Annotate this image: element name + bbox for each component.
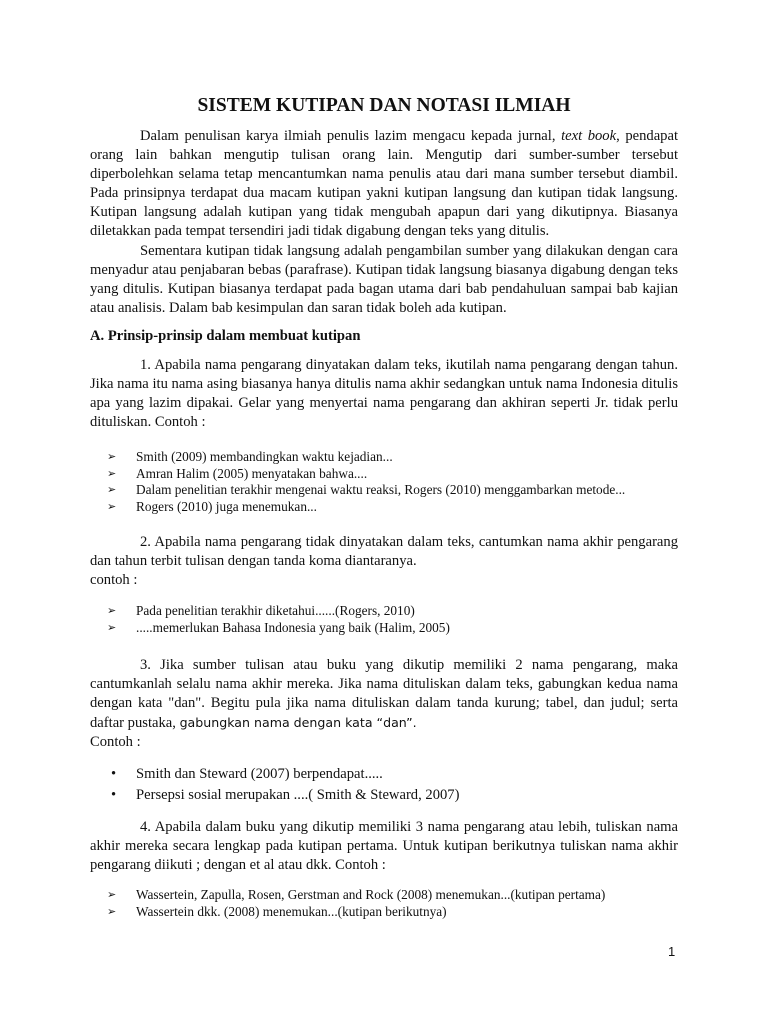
rule-1-text: 1. Apabila nama pengarang dinyatakan dalam teks, ikutilah nama pengarang dengan tahun. Jika nama itu nama asing biasanya hanya ditulis nama akhir sedangkan untuk nama Indonesia ditulis apa yang lazim dipakai. Gelar yang menyertai nama pengarang dan akhiran seperti Jr. tidak perlu dituliskan. Contoh : — [90, 357, 678, 431]
list-item — [90, 620, 678, 637]
rule-2-example-list — [90, 603, 678, 636]
list-item — [90, 785, 678, 806]
bullet-icon: • — [111, 787, 117, 803]
rule-4-examples — [90, 887, 678, 920]
rule-4-example-list — [90, 887, 678, 920]
rule-3-text-b: gabungkan nama dengan kata “dan”. — [179, 715, 417, 731]
list-item — [90, 603, 678, 620]
arrow-bullet-icon: ➢ — [107, 499, 117, 513]
example-text: Smith dan Steward (2007) berpendapat..... — [136, 766, 383, 782]
rule-3-example-list — [90, 764, 678, 806]
list-item — [90, 904, 678, 921]
rule-1-example-list — [90, 449, 678, 515]
list-item — [90, 482, 678, 499]
example-text: Persepsi sosial merupakan ....( Smith & Steward, 2007) — [136, 787, 460, 803]
section-a — [90, 327, 678, 346]
arrow-bullet-icon: ➢ — [107, 604, 117, 617]
rule-3 — [90, 656, 678, 752]
example-text: Wassertein, Zapulla, Rosen, Gerstman and Rock (2008) menemukan...(kutipan pertama) — [136, 887, 606, 902]
arrow-bullet-icon: ➢ — [107, 620, 117, 634]
document-title: SISTEM KUTIPAN DAN NOTASI ILMIAH — [197, 95, 571, 116]
arrow-bullet-icon: ➢ — [107, 904, 117, 918]
intro-p1-text-a: Dalam penulisan karya ilmiah penulis lazim mengacu kepada jurnal, — [140, 128, 562, 144]
rule-3-examples — [90, 764, 678, 806]
bullet-icon: • — [111, 766, 117, 782]
rule-3-text — [90, 656, 678, 733]
example-text: Amran Halim (2005) menyatakan bahwa.... — [136, 465, 368, 481]
intro-p1-text-b: , pendapat orang lain bahkan mengutip tulisan orang lain. Mengutip dari sumber-sumber tersebut diperbolehkan selama tetap mencantumkan nama penulis atau dari mana sumber tersebut diambil. Pada prinsipnya terdapat dua macam kutipan yakni kutipan langsung dan kutipan tidak langsung. Kutipan langsung adalah kutipan yang tidak mengubah apapun dari yang dikutipnya. Biasanya diletakkan pada tempat tersendiri jadi tidak digabung dengan teks yang ditulis. — [90, 128, 679, 240]
rule-2 — [90, 533, 678, 590]
list-item — [90, 449, 678, 466]
intro-section — [90, 127, 678, 318]
example-text: Rogers (2010) juga menemukan... — [136, 498, 317, 514]
list-item — [90, 499, 678, 516]
page-number: 1 — [668, 944, 676, 959]
intro-p1-italic-text: text book — [561, 128, 617, 144]
rule-1 — [90, 356, 678, 432]
section-a-heading: A. Prinsip-prinsip dalam membuat kutipan — [90, 328, 361, 344]
example-text: Pada penelitian terakhir diketahui......(Rogers, 2010) — [136, 603, 415, 618]
rule-2-examples — [90, 603, 678, 636]
rule-2-text: 2. Apabila nama pengarang tidak dinyatakan dalam teks, cantumkan nama akhir pengarang dan tahun terbit tulisan dengan tanda koma diantaranya. — [90, 534, 678, 570]
rule-4 — [90, 818, 678, 875]
example-text: Dalam penelitian terakhir mengenai waktu reaksi, Rogers (2010) menggambarkan metode... — [136, 482, 626, 498]
example-text: .....memerlukan Bahasa Indonesia yang baik (Halim, 2005) — [136, 619, 450, 635]
arrow-bullet-icon: ➢ — [107, 466, 117, 480]
example-text: Smith (2009) membandingkan waktu kejadian... — [136, 449, 393, 464]
list-item — [90, 764, 678, 785]
rule-3-contoh-label: Contoh : — [90, 734, 141, 751]
rule-3-text-a: 3. Jika sumber tulisan atau buku yang dikutip memiliki 2 nama pengarang, maka cantumkanlah selalu nama akhir mereka. Jika nama dituliskan dalam teks, gabungkan kedua nama dengan kata "dan". Begitu pula jika nama dituliskan dalam tanda kurung; tabel, dan judul; serta daftar pustaka, — [90, 657, 678, 732]
arrow-bullet-icon: ➢ — [107, 483, 117, 497]
intro-paragraph-2: Sementara kutipan tidak langsung adalah pengambilan sumber yang dilakukan dengan cara menyadur atau penjabaran bebas (parafrase). Kutipan tidak langsung biasanya digabung dengan teks yang ditulis. Kutipan biasanya terdapat pada bagan utama dari bab pendahuluan sampai bab kajian atau analisis. Dalam bab kesimpulan dan saran tidak boleh ada kutipan. — [90, 242, 678, 316]
arrow-bullet-icon: ➢ — [107, 450, 117, 463]
list-item — [90, 466, 678, 483]
rule-1-examples — [90, 449, 678, 515]
arrow-bullet-icon: ➢ — [107, 888, 117, 901]
example-text: Wassertein dkk. (2008) menemukan...(kutipan berikutnya) — [136, 903, 447, 919]
list-item — [90, 887, 678, 904]
rule-4-text: 4. Apabila dalam buku yang dikutip memiliki 3 nama pengarang atau lebih, tuliskan nama akhir mereka secara lengkap pada kutipan pertama. Untuk kutipan berikutnya tuliskan nama akhir pengarang diikuti ; dengan et al atau dkk. Contoh : — [90, 819, 678, 874]
intro-paragraph-1 — [90, 127, 678, 242]
rule-2-contoh-label: contoh : — [90, 572, 138, 589]
